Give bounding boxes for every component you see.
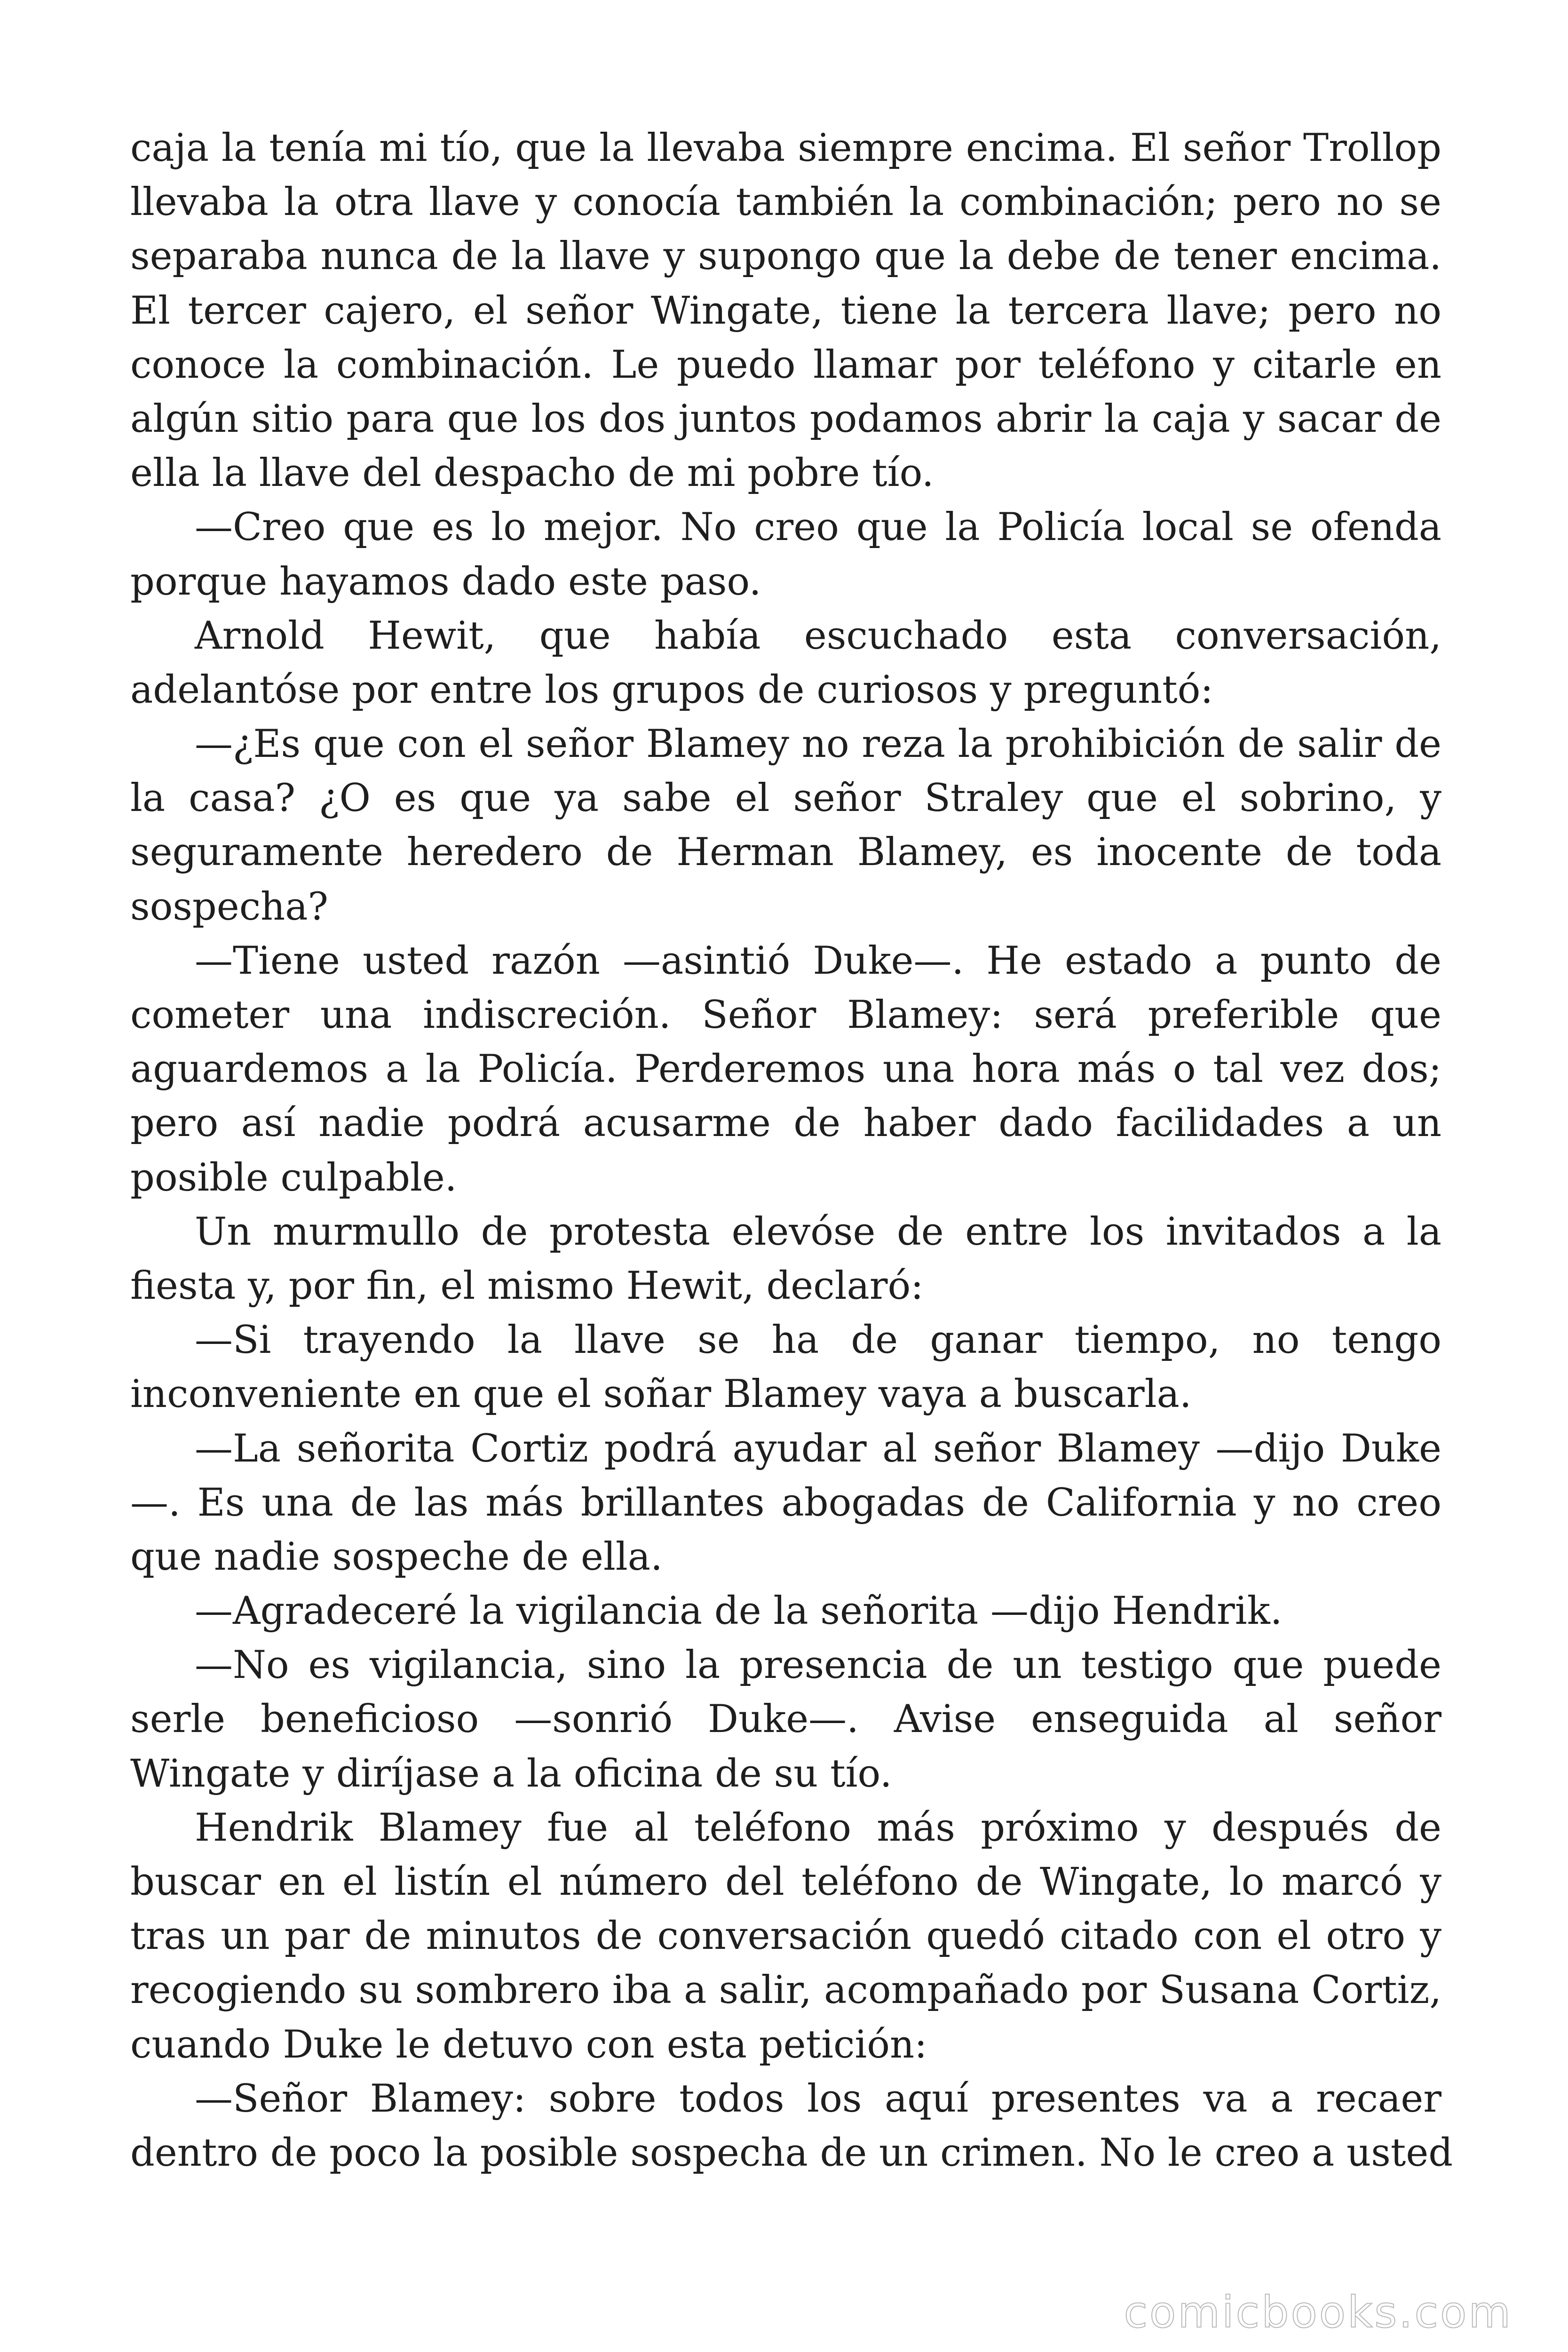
text-line: sospecha? bbox=[130, 884, 328, 929]
text-line: algún sitio para que los dos juntos podamos abrir la caja y sacar de bbox=[130, 397, 1441, 441]
text-line: —Si trayendo la llave se ha de ganar tiempo, no tengo bbox=[195, 1318, 1441, 1363]
text-line: Arnold Hewit, que había escuchado esta conversación, bbox=[195, 613, 1441, 658]
text-line: Un murmullo de protesta elevóse de entre los invitados a la bbox=[195, 1209, 1441, 1254]
text-line: porque hayamos dado este paso. bbox=[130, 559, 761, 604]
watermark: comicbooks.com bbox=[1124, 2287, 1513, 2337]
text-line: cometer una indiscreción. Señor Blamey: será preferible que bbox=[130, 993, 1441, 1037]
text-line: conoce la combinación. Le puedo llamar por teléfono y citarle en bbox=[130, 342, 1441, 387]
text-line: —¿Es que con el señor Blamey no reza la prohibición de salir de bbox=[195, 722, 1441, 767]
text-line: fiesta y, por fin, el mismo Hewit, declaró: bbox=[130, 1263, 924, 1308]
text-line: —Creo que es lo mejor. No creo que la Policía local se ofenda bbox=[195, 505, 1441, 550]
body-text bbox=[130, 121, 1453, 2180]
text-line: —. Es una de las más brillantes abogadas de California y no creo bbox=[130, 1480, 1441, 1525]
text-line: tras un par de minutos de conversación quedó citado con el otro y bbox=[130, 1914, 1441, 1959]
text-line: caja la tenía mi tío, que la llevaba siempre encima. El señor Trollop bbox=[130, 126, 1441, 170]
text-line: dentro de poco la posible sospecha de un crimen. No le creo a usted bbox=[130, 2130, 1453, 2175]
text-line: —Señor Blamey: sobre todos los aquí presentes va a recaer bbox=[195, 2076, 1441, 2121]
text-line: recogiendo su sombrero iba a salir, acompañado por Susana Cortiz, bbox=[130, 1968, 1441, 2013]
text-line: —Tiene usted razón —asintió Duke—. He estado a punto de bbox=[195, 938, 1441, 983]
text-line: posible culpable. bbox=[130, 1155, 457, 1200]
text-line: pero así nadie podrá acusarme de haber dado facilidades a un bbox=[130, 1101, 1441, 1146]
text-line: cuando Duke le detuvo con esta petición: bbox=[130, 2022, 927, 2067]
text-line: ella la llave del despacho de mi pobre tío. bbox=[130, 451, 934, 496]
text-line: serle beneficioso —sonrió Duke—. Avise enseguida al señor bbox=[130, 1697, 1441, 1742]
text-line: seguramente heredero de Herman Blamey, es inocente de toda bbox=[130, 830, 1441, 875]
text-line: —No es vigilancia, sino la presencia de un testigo que puede bbox=[195, 1643, 1441, 1688]
text-line: El tercer cajero, el señor Wingate, tiene la tercera llave; pero no bbox=[130, 288, 1441, 333]
text-line: buscar en el listín el número del teléfono de Wingate, lo marcó y bbox=[130, 1860, 1441, 1904]
text-line: —La señorita Cortiz podrá ayudar al señor Blamey —dijo Duke bbox=[195, 1426, 1441, 1471]
text-line: adelantóse por entre los grupos de curiosos y preguntó: bbox=[130, 667, 1213, 712]
text-line: —Agradeceré la vigilancia de la señorita —dijo Hendrik. bbox=[195, 1589, 1283, 1634]
text-line: Hendrik Blamey fue al teléfono más próximo y después de bbox=[195, 1805, 1441, 1850]
text-line: que nadie sospeche de ella. bbox=[130, 1534, 663, 1579]
text-line: separaba nunca de la llave y supongo que la debe de tener encima. bbox=[130, 234, 1441, 279]
text-line: la casa? ¿O es que ya sabe el señor Straley que el sobrino, y bbox=[130, 776, 1441, 821]
text-line: inconveniente en que el soñar Blamey vaya a buscarla. bbox=[130, 1372, 1192, 1417]
text-line: Wingate y diríjase a la oficina de su tío. bbox=[130, 1751, 892, 1796]
text-line: aguardemos a la Policía. Perderemos una hora más o tal vez dos; bbox=[130, 1047, 1441, 1092]
text-line: llevaba la otra llave y conocía también la combinación; pero no se bbox=[130, 180, 1441, 225]
